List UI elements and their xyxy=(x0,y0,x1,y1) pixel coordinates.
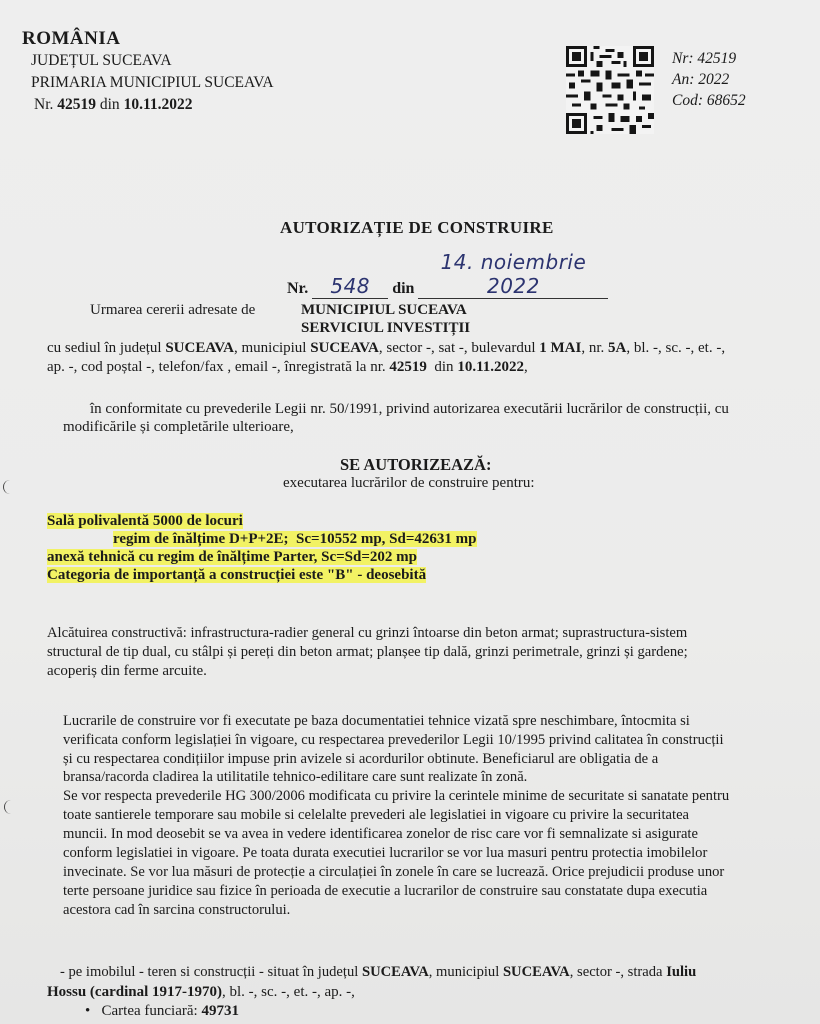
request-intro: Urmarea cererii adresate de xyxy=(90,302,256,318)
cadastre-label: Cartea funciară: xyxy=(101,1003,202,1019)
works-line-3 xyxy=(47,548,417,567)
works-highlight: Categoria de importanță a construcției este "B" - deosebită xyxy=(47,567,427,583)
din-label: din xyxy=(392,280,415,297)
conditions-line-11: acestora cad în sarcina constructorului. xyxy=(63,902,291,918)
city-bold: SUCEAVA xyxy=(310,340,379,356)
conditions-line-7: muncii. In mod deosebit se va avea in vedere identificarea zonelor de risc care vor fi semnalizate si asigurate xyxy=(63,826,698,842)
handwritten-date: 14. noiembrie 2022 xyxy=(440,250,587,298)
text-fragment: , nr. xyxy=(581,340,609,356)
structure-line-2: structural de tip dual, cu stâlpi și pereți din beton armat; planșee tip dală, grinzi perimetrale, grinzi și gardene; xyxy=(47,644,688,660)
text-fragment: , bl. -, sc. -, et. -, xyxy=(626,340,726,356)
cadastre-value: 49731 xyxy=(201,1003,239,1019)
text-fragment: ap. -, cod poștal -, telefon/fax , email -, înregistrată la nr. xyxy=(47,359,390,375)
authorize-sub: executarea lucrărilor de construire pentru: xyxy=(283,475,535,491)
street-bold: Hossu (cardinal 1917-1970) xyxy=(47,984,223,1000)
works-highlight: Sală polivalentă 5000 de locuri xyxy=(47,513,243,529)
text-fragment: , sector -, strada xyxy=(569,964,667,980)
nr-date: 10.11.2022 xyxy=(123,96,193,113)
authorize-heading: SE AUTORIZEAZĂ: xyxy=(340,455,492,474)
conditions-line-1: Lucrarile de construire vor fi executate pe baza documentatiei tehnice vizată spre neschimbare, întocmita si xyxy=(63,713,690,729)
issuer-header xyxy=(22,28,274,116)
document-meta xyxy=(672,48,746,111)
qr-code-icon xyxy=(566,45,654,135)
document-title: AUTORIZAȚIE DE CONSTRUIRE xyxy=(280,218,554,237)
text-fragment: din xyxy=(426,359,458,375)
conditions-line-6: toate santierele temporare sau mobile si celelalte prevederi ale legislatiei in vigoare cu privire la securitatea xyxy=(63,807,690,823)
conditions-line-5: Se vor respecta prevederile HG 300/2006 modificata cu privire la cerintele minime de securitate si sanatate pentru xyxy=(63,788,730,804)
nr-prefix: Nr. xyxy=(34,96,54,113)
works-highlight: anexă tehnică cu regim de înălțime Parter, Sc=Sd=202 mp xyxy=(47,549,417,565)
reg-nr-bold: 42519 xyxy=(389,359,427,375)
nr-din: din xyxy=(99,96,120,113)
meta-cod: Cod: 68652 xyxy=(672,92,746,109)
institution-name: PRIMARIA MUNICIPIUL SUCEAVA xyxy=(31,74,274,91)
works-highlight: regim de înălțime D+P+2E; Sc=10552 mp, Sd=42631 mp xyxy=(113,531,477,547)
conditions-line-8: conform legislatiei in vigoare. Pe toata durata executiei lucrarilor se vor lua masuri pentru protectia imobilelor xyxy=(63,845,708,861)
street-bold: 1 MAI xyxy=(539,340,582,356)
structure-line-1: Alcătuirea constructivă: infrastructura-radier general cu grinzi întoarse din beton armat; suprastructura-sistem xyxy=(47,625,688,641)
authorization-number-line xyxy=(287,250,608,299)
street-bold: Iuliu xyxy=(666,964,697,980)
county-bold: SUCEAVA xyxy=(165,340,234,356)
meta-nr: Nr: 42519 xyxy=(672,50,737,67)
works-line-4 xyxy=(47,566,426,585)
request-address-line xyxy=(47,339,725,358)
registration-line xyxy=(22,94,274,116)
works-line-1 xyxy=(47,512,243,531)
text-fragment: , sector -, sat -, bulevardul xyxy=(378,340,540,356)
location-line-1 xyxy=(60,963,696,982)
nr-label: Nr. xyxy=(287,280,309,297)
punch-hole-mark xyxy=(4,800,15,814)
conditions-line-10: terte persoane juridice sau fizice în perioada de executie a lucrarilor de construire sau constatate dupa executia xyxy=(63,883,708,899)
text-fragment: , municipiul xyxy=(233,340,311,356)
works-line-2 xyxy=(113,530,477,549)
location-line-2 xyxy=(47,983,355,1002)
handwritten-number: 548 xyxy=(330,274,371,298)
city-bold: SUCEAVA xyxy=(502,964,570,980)
nr-value: 42519 xyxy=(57,96,96,113)
conditions-line-3: și cu respectarea condițiilor impuse prin avizele si acordurilor obtinute. Beneficiarul are obligatia de a xyxy=(63,751,659,767)
text-fragment: , xyxy=(524,359,528,375)
conformity-line-1: în conformitate cu prevederile Legii nr. 50/1991, privind autorizarea executării lucrărilor de construcții, cu xyxy=(90,401,729,417)
date-blank xyxy=(418,250,608,299)
county-name: JUDEȚUL SUCEAVA xyxy=(31,52,172,69)
cadastre-line: • Cartea funciară: 49731 xyxy=(85,1003,239,1019)
reg-date-bold: 10.11.2022 xyxy=(457,359,524,375)
nr-blank xyxy=(312,274,388,299)
applicant-name: MUNICIPIUL SUCEAVA xyxy=(301,302,467,318)
text-fragment: cu sediul în județul xyxy=(47,340,166,356)
request-registration-line xyxy=(47,358,528,377)
street-nr-bold: 5A xyxy=(608,340,627,356)
text-fragment: , bl. -, sc. -, et. -, ap. -, xyxy=(222,984,355,1000)
conditions-line-4: bransa/racorda cladirea la utilitatile tehnico-edilitare care sunt realizate în zonă. xyxy=(63,769,528,785)
county-bold: SUCEAVA xyxy=(361,964,429,980)
text-fragment: , municipiul xyxy=(428,964,503,980)
structure-line-3: acoperiș din ferme arcuite. xyxy=(47,663,207,679)
meta-an: An: 2022 xyxy=(672,71,730,88)
conditions-line-2: verificata conform legislației în vigoare, cu respectarea prevederilor Legii 10/1995 privind calitatea în construcții xyxy=(63,732,724,748)
applicant-service: SERVICIUL INVESTIȚII xyxy=(301,320,471,336)
text-fragment: - pe imobilul - teren si construcții - situat în județul xyxy=(60,964,362,980)
country-name: ROMÂNIA xyxy=(22,28,121,49)
punch-hole-mark xyxy=(3,480,14,494)
conformity-line-2: modificările și completările ulterioare, xyxy=(63,419,294,435)
conditions-line-9: invecinate. Se vor lua măsuri de protecție a circulației în zonele în care se lucrează. Orice prejudicii produse unor xyxy=(63,864,725,880)
